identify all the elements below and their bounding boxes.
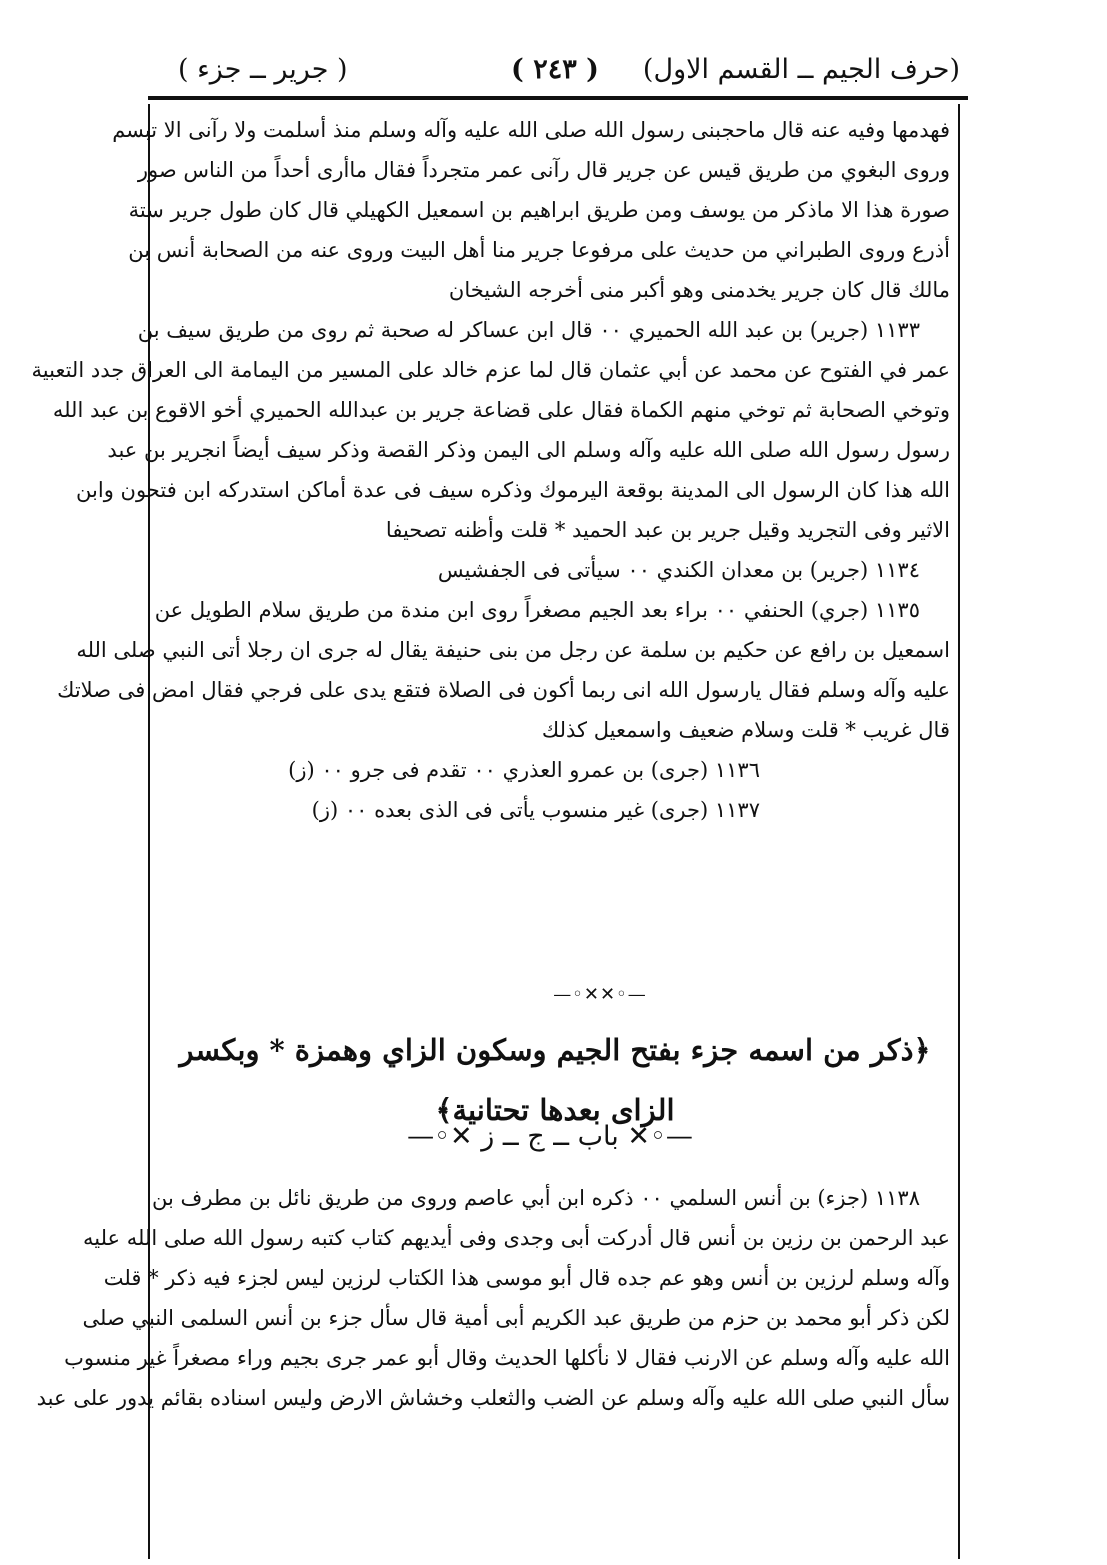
text-line: وروى البغوي من طريق قيس عن جرير قال رآنى عمر متجرداً فقال ماأرى أحداً من الناس صور [137, 158, 950, 182]
entry-1137: ١١٣٧ (جرى) غير منسوب يأتى فى الذى بعده ٠٠ (ز) [311, 798, 760, 822]
entry-1138-line: ١١٣٨ (جزء) بن أنس السلمي ٠٠ ذكره ابن أبي عاصم وروى من طريق نائل بن مطرف بن [152, 1186, 920, 1210]
entry-1133-line: رسول رسول الله صلى الله عليه وآله وسلم الى اليمن وذكر القصة وذكر سيف أيضاً انجرير بن عبد [107, 438, 950, 462]
entry-1135-line: اسمعيل بن رافع عن حكيم بن سلمة عن رجل من بنى حنيفة يقال له جرى ان رجلا أتى النبي صلى الله [76, 638, 950, 662]
header-rule [148, 96, 968, 100]
text-line: أذرع وروى الطبراني من حديث على مرفوعا جرير منا أهل البيت وروى عنه من الصحابة أنس بن [128, 238, 950, 262]
entry-1138-line: وآله وسلم لرزين بن أنس وهو عم جده قال أبو موسى هذا الكتاب لرزين ليس لجزء فيه ذكر * قلت [103, 1266, 950, 1290]
header-chapter: (حرف الجيم ــ القسم الاول) [642, 54, 960, 85]
header-entries: ( جرير ــ جزء ) [178, 54, 348, 85]
entry-1138-line: لكن ذكر أبو محمد بن حزم من طريق عبد الكريم أبى أمية قال سأل جزء بن أنس السلمى النبي صلى [82, 1306, 950, 1330]
chapter-heading: —◦✕ باب ــ ج ــ ز ✕◦— [407, 1121, 693, 1152]
entry-1135-line: عليه وآله وسلم فقال يارسول الله انى ربما أكون فى الصلاة فتقع يدى على فرجي فقال امض فى صلاتك [57, 678, 950, 702]
text-line: مالك قال كان جرير يخدمنى وهو أكبر منى أخرجه الشيخان [448, 278, 950, 302]
entry-1133-line: ١١٣٣ (جرير) بن عبد الله الحميري ٠٠ قال ابن عساكر له صحبة ثم روى من طريق سيف بن [137, 318, 920, 342]
text-line: فهدمها وفيه عنه قال ماحجبنى رسول الله صلى الله عليه وآله وسلم منذ أسلمت ولا رآنى الا تبسم [112, 118, 950, 142]
page-number: ( ٢٤٣ ) [511, 54, 599, 85]
section-title: ﴿ذكر من اسمه جزء بفتح الجيم وسكون الزاي وهمزة * وبكسر الزاى بعدها تحتانية﴾ [179, 1033, 931, 1127]
entry-1136: ١١٣٦ (جرى) بن عمرو العذري ٠٠ تقدم فى جرو ٠٠ (ز) [288, 758, 760, 782]
entry-1133-line: عمر في الفتوح عن محمد عن أبي عثمان قال لما عزم خالد على المسير من اليمامة الى العراق جدد التعبية [31, 358, 950, 382]
entry-1133-line: الاثير وفى التجريد وقيل جرير بن عبد الحميد * قلت وأظنه تصحيفا [385, 518, 950, 542]
entry-1135-line: ١١٣٥ (جري) الحنفي ٠٠ براء بعد الجيم مصغراً روى ابن مندة من طريق سلام الطويل عن [154, 598, 920, 622]
entry-1138-line: الله عليه وآله وسلم عن الارنب فقال لا نأكلها الحديث وقال أبو عمر جرى بجيم وراء مصغراً غير منسوب [64, 1346, 950, 1370]
main-text [31, 110, 950, 830]
text-line: صورة هذا الا ماذكر من يوسف ومن طريق ابراهيم بن اسمعيل الكهيلي قال كان طول جرير ستة [128, 198, 950, 222]
running-header [150, 48, 960, 92]
entry-1133-line: الله هذا كان الرسول الى المدينة بوقعة اليرموك وذكره سيف فى عدة أماكن استدركه ابن فتحون وابن [76, 478, 950, 502]
entry-1135-line: قال غريب * قلت وسلام ضعيف واسمعيل كذلك [541, 718, 950, 742]
divider-ornament: —◦✕✕◦— [553, 984, 647, 1005]
entry-1133-line: وتوخي الصحابة ثم توخي منهم الكماة فقال على قضاعة جرير بن عبدالله الحميري أخو الاقوع بن عبد الله [52, 398, 950, 422]
entry-1138 [36, 1178, 950, 1418]
entry-1138-line: عبد الرحمن بن رزين بن أنس قال أدركت أبى وجدى وفى أيديهم كتاب كتبه رسول الله صلى الله عليه [82, 1226, 950, 1250]
entry-1134: ١١٣٤ (جرير) بن معدان الكندي ٠٠ سيأتى فى الجفشيس [437, 558, 920, 582]
entry-1138-line: سأل النبي صلى الله عليه وآله وسلم عن الضب والثعلب وخشاش الارض وليس اسناده بقائم يدور على عبد [36, 1386, 950, 1410]
